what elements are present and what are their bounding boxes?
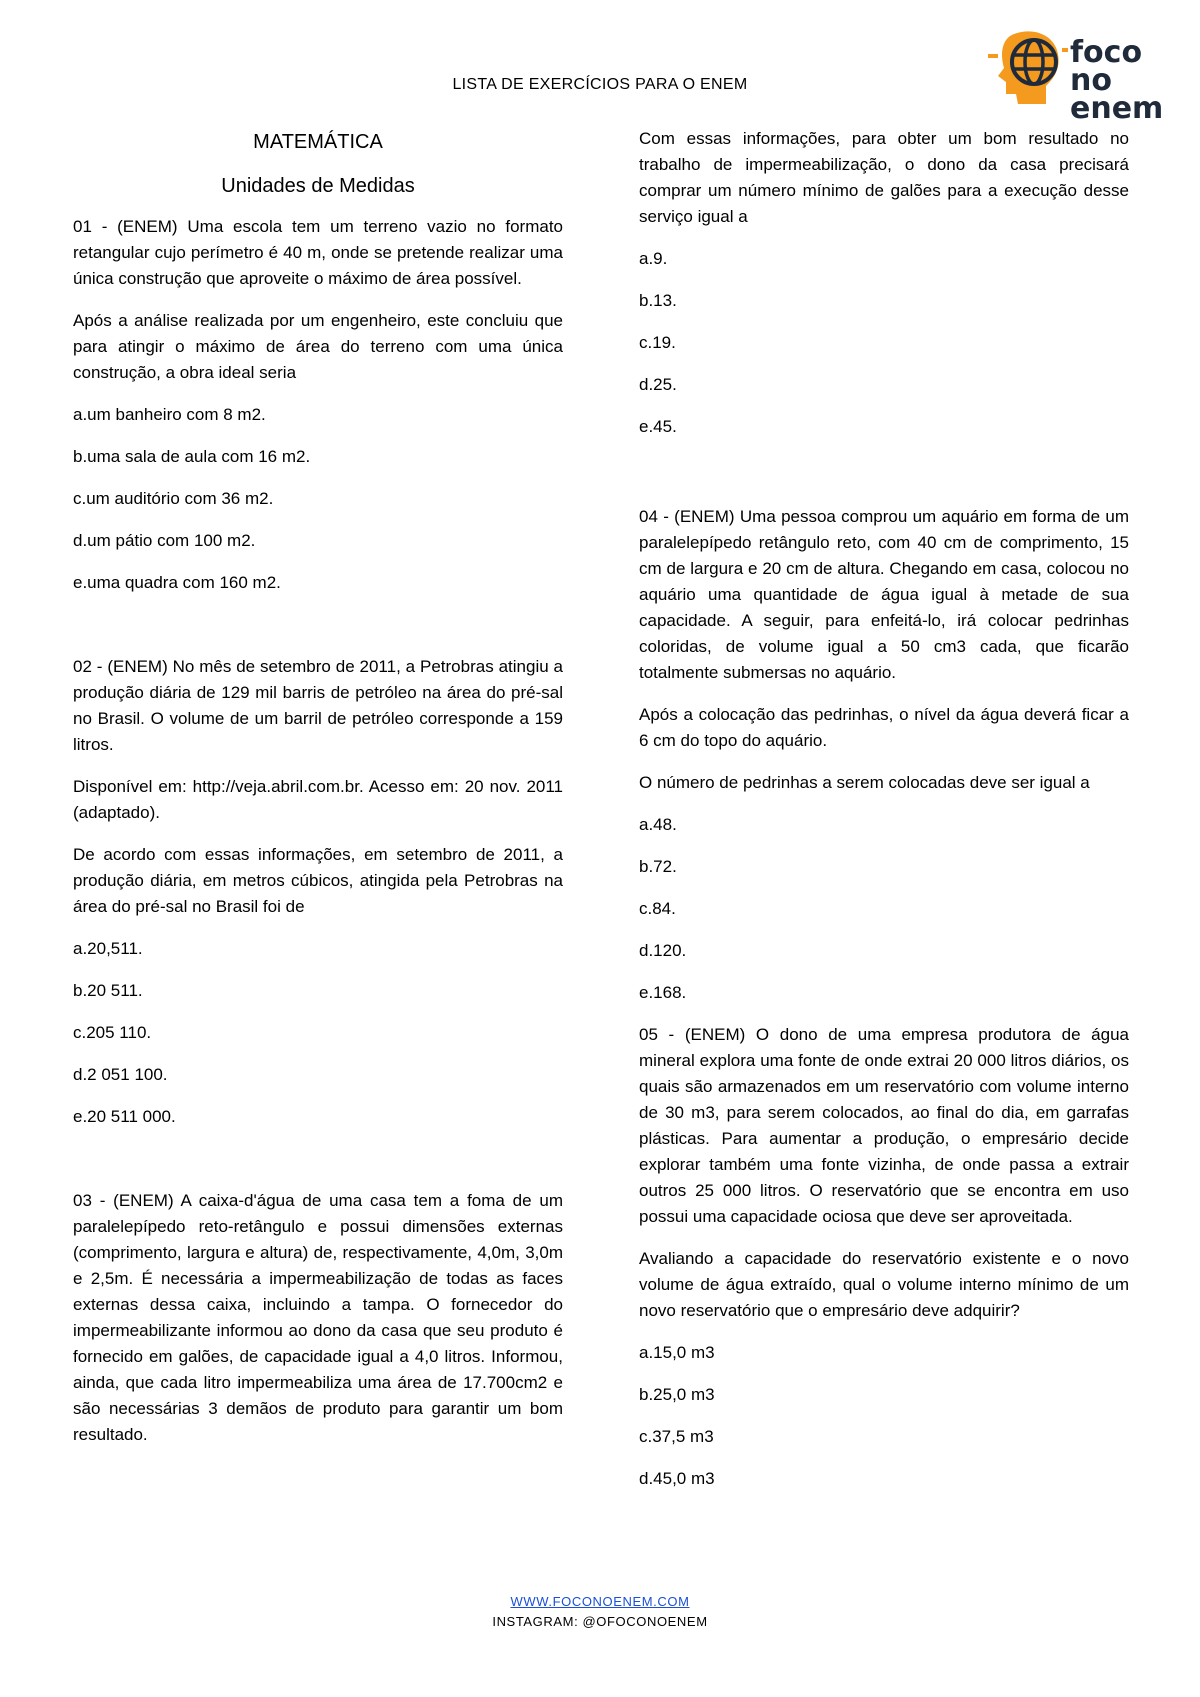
question-3-option-d: d.25. bbox=[639, 375, 677, 394]
question-4-option-a: a.48. bbox=[639, 815, 677, 834]
question-4-text: 04 - (ENEM) Uma pessoa comprou um aquário em forma de um paralelepípedo retângulo reto, com 40 cm de comprimento, 15 cm de largura e 20 cm de altura. Chegando em casa, colocou no aquário uma quantidade de água igual à metade de sua capacidade. A seguir, para enfeitá-lo, irá colocar pedrinhas coloridas, de volume igual a 50 cm3 cada, que ficarão totalmente submersas no aquário. bbox=[639, 507, 1129, 682]
question-3-text-2: Com essas informações, para obter um bom resultado no trabalho de impermeabilização, o dono da casa precisará comprar um número mínimo de galões para a execução desse serviço igual a bbox=[639, 129, 1129, 226]
question-3-text: 03 - (ENEM) A caixa-d'água de uma casa tem a foma de um paralelepípedo reto-retângulo e possui dimensões externas (comprimento, largura e altura) de, respectivamente, 4,0m, 3,0m e 2,5m. É necessária a impermeabilização de todas as faces externas dessa caixa, incluindo a tampa. O fornecedor do impermeabilizante informou ao dono da casa que seu produto é fornecido em galões, de capacidade igual a 4,0 litros. Informou, ainda, que cada litro impermeabiliza uma área de 17.700cm2 e são necessárias 3 demãos de produto para garantir um bom resultado. bbox=[73, 1191, 563, 1444]
question-1-option-c: c.um auditório com 36 m2. bbox=[73, 489, 274, 508]
spacer bbox=[73, 1146, 563, 1188]
question-4-option-e: e.168. bbox=[639, 983, 687, 1002]
question-5-option-d: d.45,0 m3 bbox=[639, 1469, 715, 1488]
left-column bbox=[73, 128, 563, 1464]
question-4-text-2: Após a colocação das pedrinhas, o nível da água deverá ficar a 6 cm do topo do aquário. bbox=[639, 705, 1129, 750]
question-5-text: 05 - (ENEM) O dono de uma empresa produtora de água mineral explora uma fonte de onde extrai 20 000 litros diários, os quais são armazenados em um reservatório com volume interno de 30 m3, para serem colocados, ao final do dia, em garrafas plásticas. Para aumentar a produção, o empresário decide explorar também uma fonte vizinha, de onde passa a extrair outros 25 000 litros. O reservatório que se encontra em uso possui uma capacidade ociosa que deve ser aproveitada. bbox=[639, 1025, 1129, 1226]
question-3-option-c: c.19. bbox=[639, 333, 676, 352]
question-5-option-c: c.37,5 m3 bbox=[639, 1427, 714, 1446]
logo-line-1: foco bbox=[1070, 35, 1143, 70]
logo-wordmark bbox=[1070, 35, 1188, 126]
question-2-option-c: c.205 110. bbox=[73, 1023, 152, 1042]
question-1-option-d: d.um pátio com 100 m2. bbox=[73, 531, 256, 550]
question-5-option-b: b.25,0 m3 bbox=[639, 1385, 715, 1404]
question-1-option-e: e.uma quadra com 160 m2. bbox=[73, 573, 281, 592]
right-column bbox=[639, 126, 1129, 1508]
question-4-option-b: b.72. bbox=[639, 857, 677, 876]
question-1-text: 01 - (ENEM) Uma escola tem um terreno vazio no formato retangular cujo perímetro é 40 m, onde se pretende realizar uma única construção que aproveite o máximo de área possível. bbox=[73, 217, 563, 288]
question-2-option-a: a.20,511. bbox=[73, 939, 143, 958]
topic-title: Unidades de Medidas bbox=[221, 175, 415, 197]
website-link[interactable]: WWW.FOCONOENEM.COM bbox=[510, 1594, 690, 1609]
question-4-text-3: O número de pedrinhas a serem colocadas deve ser igual a bbox=[639, 773, 1090, 792]
question-3-option-b: b.13. bbox=[639, 291, 677, 310]
instagram-handle: INSTAGRAM: @OFOCONOENEM bbox=[492, 1614, 708, 1629]
question-2-text: 02 - (ENEM) No mês de setembro de 2011, a Petrobras atingiu a produção diária de 129 mil barris de petróleo na área do pré-sal no Brasil. O volume de um barril de petróleo corresponde a 159 litros. bbox=[73, 657, 563, 754]
question-2-option-d: d.2 051 100. bbox=[73, 1065, 168, 1084]
spacer bbox=[73, 612, 563, 654]
page-footer bbox=[0, 1592, 1200, 1632]
question-1-text-2: Após a análise realizada por um engenheiro, este concluiu que para atingir o máximo de área do terreno com uma única construção, a obra ideal seria bbox=[73, 311, 563, 382]
question-2-source: Disponível em: http://veja.abril.com.br. Acesso em: 20 nov. 2011 (adaptado). bbox=[73, 777, 563, 822]
question-4-option-d: d.120. bbox=[639, 941, 687, 960]
question-2-option-e: e.20 511 000. bbox=[73, 1107, 176, 1126]
page-header-title: LISTA DE EXERCÍCIOS PARA O ENEM bbox=[452, 76, 748, 93]
spacer bbox=[639, 456, 1129, 504]
question-1-option-b: b.uma sala de aula com 16 m2. bbox=[73, 447, 311, 466]
question-4-option-c: c.84. bbox=[639, 899, 676, 918]
question-3-option-a: a.9. bbox=[639, 249, 668, 268]
question-1-option-a: a.um banheiro com 8 m2. bbox=[73, 405, 266, 424]
foco-no-enem-logo[interactable] bbox=[988, 24, 1188, 126]
question-5-option-a: a.15,0 m3 bbox=[639, 1343, 715, 1362]
logo-line-2: no enem bbox=[1070, 63, 1164, 126]
question-3-option-e: e.45. bbox=[639, 417, 677, 436]
globe-head-icon bbox=[988, 24, 1068, 110]
question-2-text-2: De acordo com essas informações, em setembro de 2011, a produção diária, em metros cúbicos, atingida pela Petrobras na área do pré-sal no Brasil foi de bbox=[73, 845, 563, 916]
subject-title: MATEMÁTICA bbox=[253, 131, 383, 153]
question-5-text-2: Avaliando a capacidade do reservatório existente e o novo volume de água extraído, qual o volume interno mínimo de um novo reservatório que o empresário deve adquirir? bbox=[639, 1249, 1129, 1320]
question-2-option-b: b.20 511. bbox=[73, 981, 143, 1000]
